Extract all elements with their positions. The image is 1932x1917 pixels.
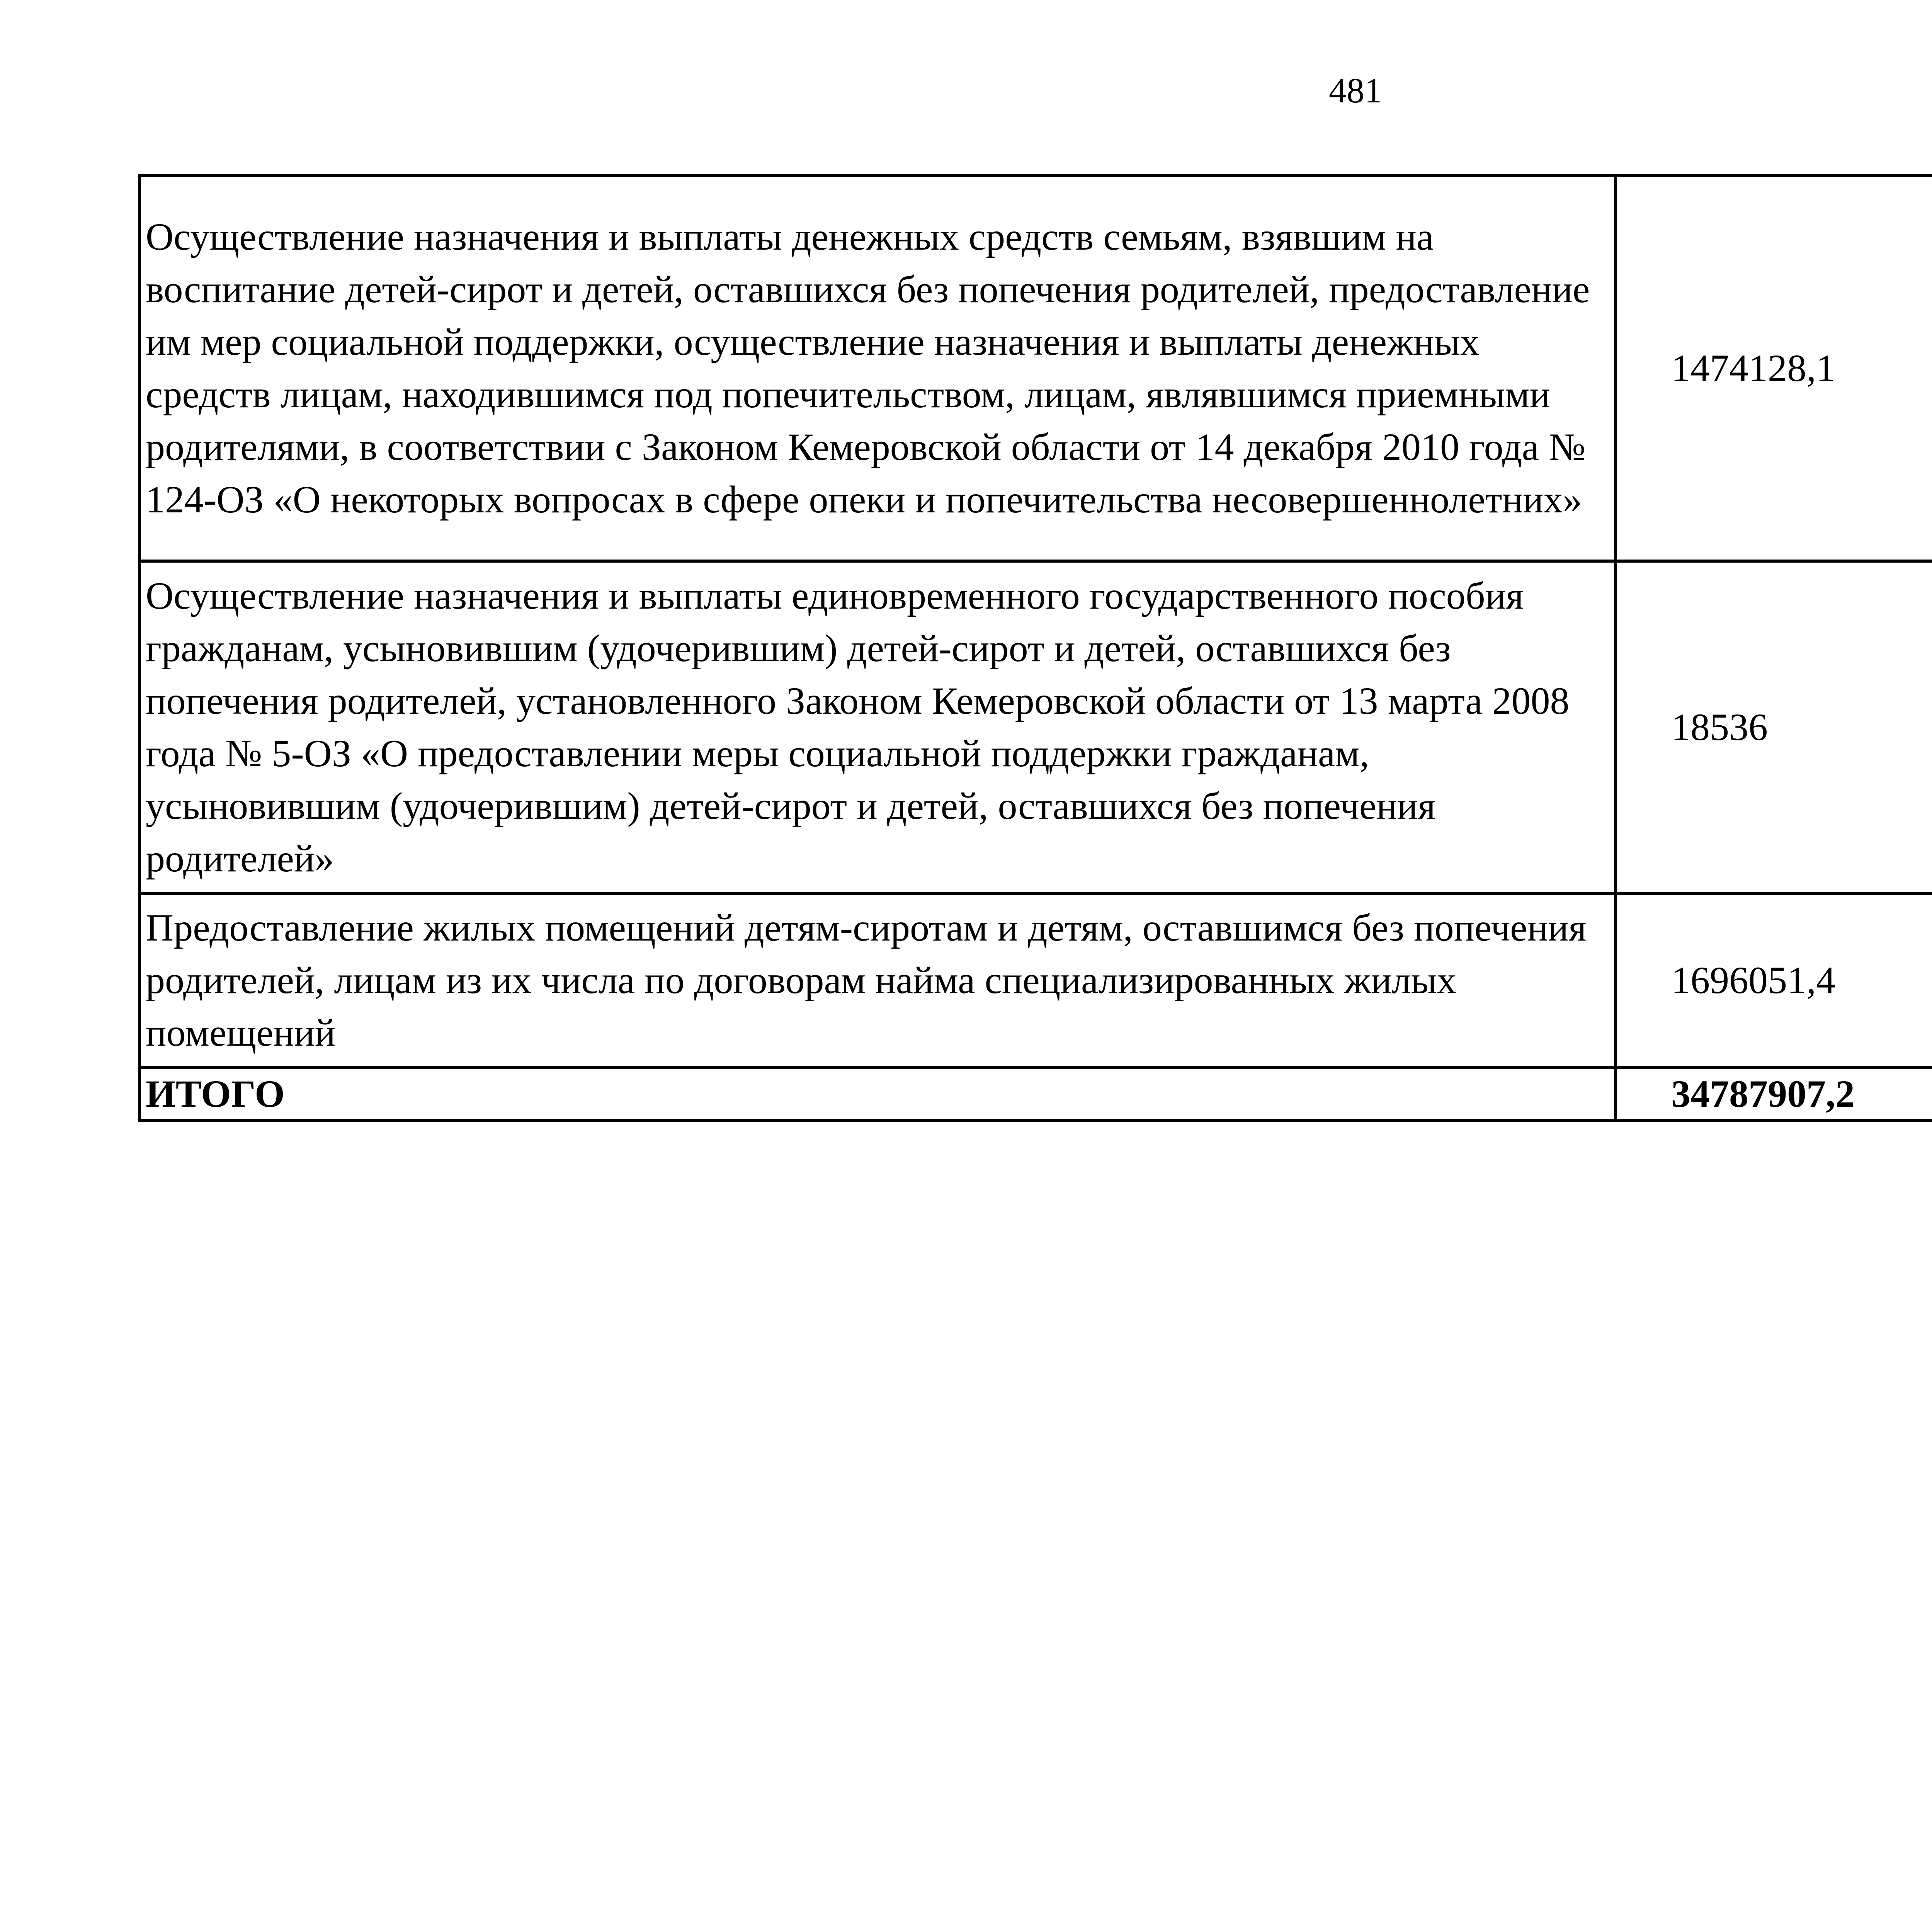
row-description: Предоставление жилых помещений детям-сиротам и детям, оставшимся без попечения родителей, лицам из их числа по договорам найма специализированных жилых помещений (139, 893, 1616, 1067)
budget-table (138, 174, 1932, 1122)
row-value-1: 1474128,1 (1616, 175, 1932, 561)
table-row (139, 561, 1932, 893)
total-value-1: 34787907,2 (1616, 1067, 1932, 1121)
row-description: Осуществление назначения и выплаты денежных средств семьям, взявшим на воспитание детей-сирот и детей, оставшихся без попечения родителей, предоставление им мер социальной поддержки, осуществление назначения и выплаты денежных средств лицам, находившимся под попечительством, лицам, являвшимся приемными родителями, в соответствии с Законом Кемеровской области от 14 декабря 2010 года № 124-ОЗ «О некоторых вопросах в сфере опеки и попечительства несовершеннолетних» (139, 175, 1616, 561)
total-label: ИТОГО (139, 1067, 1616, 1121)
row-value-1: 1696051,4 (1616, 893, 1932, 1067)
page-number: 481 (1329, 71, 1382, 110)
row-description: Осуществление назначения и выплаты единовременного государственного пособия гражданам, усыновившим (удочерившим) детей-сирот и детей, оставшихся без попечения родителей, установленного Законом Кемеровской области от 13 марта 2008 года № 5-ОЗ «О предоставлении меры социальной поддержки гражданам, усыновившим (удочерившим) детей-сирот и детей, оставшихся без попечения родителей» (139, 561, 1616, 893)
total-row (139, 1067, 1932, 1121)
table-row (139, 175, 1932, 561)
row-value-1: 18536 (1616, 561, 1932, 893)
table-row (139, 893, 1932, 1067)
